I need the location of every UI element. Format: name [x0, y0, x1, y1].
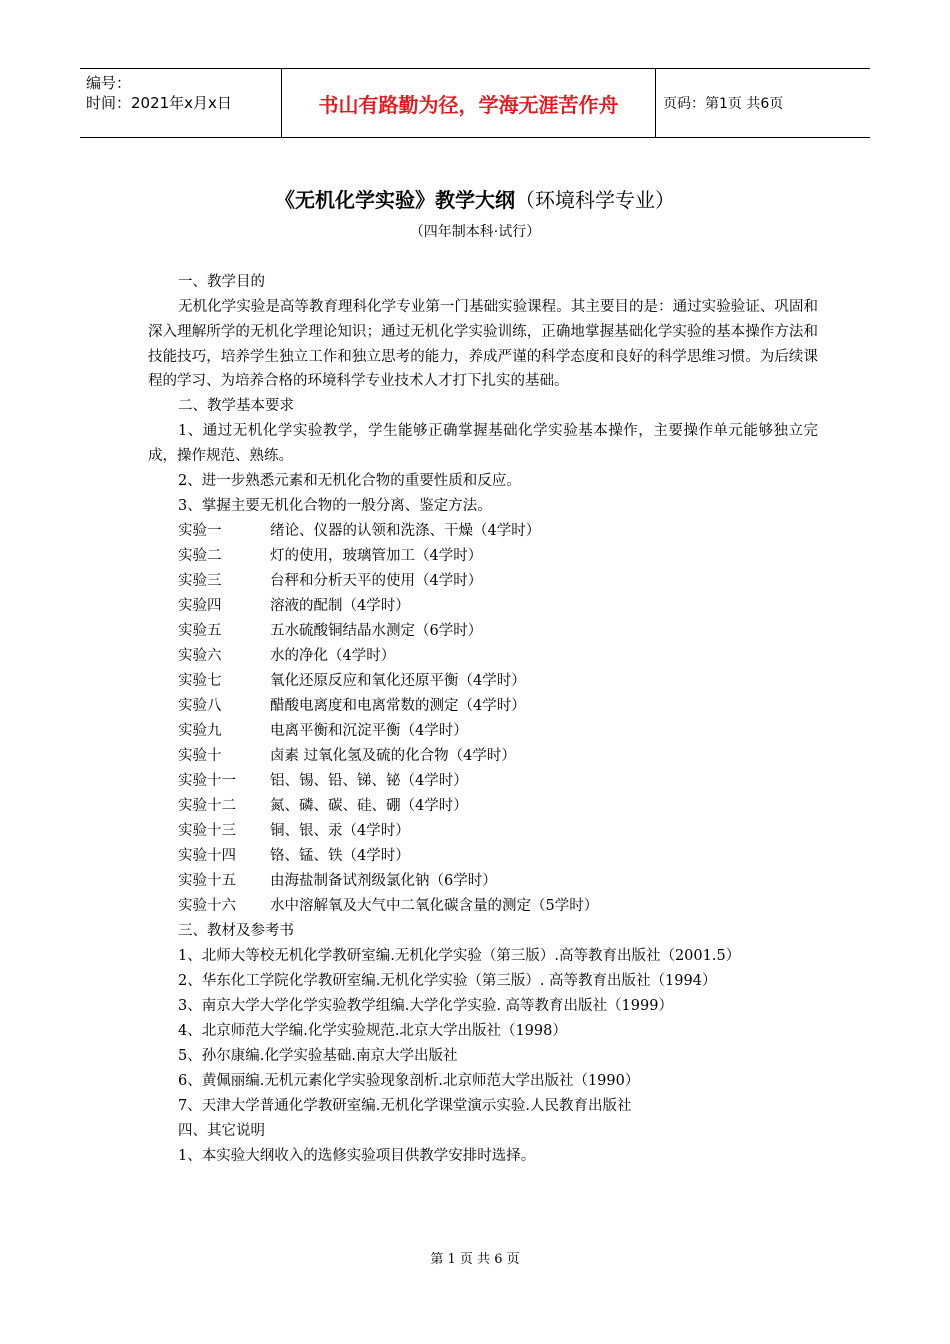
- header-table: [80, 68, 870, 138]
- section-heading: 一、教学目的: [178, 274, 265, 290]
- reference-item: 3、南京大学大学化学实验教学组编.大学化学实验. 高等教育出版社（1999）: [178, 997, 673, 1014]
- page-footer: 第 1 页 共 6 页: [430, 1252, 520, 1267]
- reference-item: 6、黄佩丽编.无机元素化学实验现象剖析.北京师范大学出版社（1990）: [178, 1072, 640, 1089]
- paragraph-text: 验验证、巩固和深入理解所学的无机化学理论知识；通过无机化学实验训练，正确地掌握基础化学实验的基本操作方法和技能技巧，培养学生独立工作和独立思考的能力，养成严谨的科学态度和良好的科学思维习惯。为后续课程的学习、为培养合格的环境科学专业技术人才打下扎实的基础。: [148, 299, 819, 390]
- experiment-number: 实验八: [178, 697, 222, 714]
- experiment-row: [148, 669, 818, 694]
- experiment-row: [148, 744, 818, 769]
- document-body: [148, 270, 818, 1169]
- experiment-desc: 水的净化（4学时）: [270, 647, 396, 664]
- document-title: [0, 184, 950, 213]
- experiment-row: [148, 819, 818, 844]
- experiment-number: 实验三: [178, 572, 222, 589]
- experiment-number: 实验五: [178, 622, 222, 639]
- header-meta-cell: [80, 69, 282, 137]
- experiment-row: [148, 619, 818, 644]
- experiment-row: [148, 694, 818, 719]
- reference-text: （2001.5）: [660, 947, 741, 964]
- experiment-desc: 由海盐制备试剂级氯化钠（6学时）: [270, 872, 497, 889]
- document-date-label: 时间：2021年x月x日: [86, 94, 232, 112]
- experiment-desc: 绪论、仪器的认领和洗涤、干燥（4学时）: [270, 522, 541, 539]
- experiment-number: 实验二: [178, 547, 222, 564]
- experiment-row: [148, 569, 818, 594]
- experiment-number: 实验十: [178, 747, 222, 764]
- experiment-desc: 卤素 过氧化氢及硫的化合物（4学时）: [270, 747, 516, 764]
- header-motto: 书山有路勤为径，学海无涯苦作舟: [282, 69, 656, 137]
- experiment-number: 实验六: [178, 647, 222, 664]
- section-heading: 二、教学基本要求: [178, 398, 294, 415]
- paragraph-text: 能够独立完成，操作规范、熟练。: [148, 423, 818, 464]
- header-page-info: 页码：第1页 共6页: [663, 96, 784, 112]
- experiment-desc: 铬、锰、铁（4学时）: [270, 847, 410, 864]
- experiment-desc: 氧化还原反应和氧化还原平衡（4学时）: [270, 672, 526, 689]
- paragraph-text: 1、通过无机化学实验教学，学生能够正确掌握基础化学实验基本操作，主要操作单元: [178, 423, 744, 440]
- paragraph-text: 无机化学实验是高等教育理科化学专业第一门基础实验课程。其主要目的是：通过实: [178, 299, 717, 315]
- note-item: 1、本实验大纲收入的选修实验项目供教学安排时选择。: [178, 1147, 536, 1164]
- experiment-row: [148, 794, 818, 819]
- experiment-row: [148, 719, 818, 744]
- paragraph: [148, 419, 818, 469]
- reference-item: 5、孙尔康编.化学实验基础.南京大学出版社: [178, 1047, 458, 1064]
- document-number-label: 编号：: [86, 74, 132, 92]
- experiment-number: 实验十二: [178, 797, 236, 814]
- experiment-row: [148, 544, 818, 569]
- experiment-desc: 铜、银、汞（4学时）: [270, 822, 410, 839]
- reference-text: 1、北师大等校无机化学教研室编.无机化学实验（第三版）.高等教育出版社: [178, 947, 661, 964]
- reference-item: [148, 944, 818, 969]
- experiment-desc: 铝、锡、铅、锑、铋（4学时）: [270, 772, 468, 789]
- experiment-row: [148, 894, 818, 919]
- experiment-number: 实验十四: [178, 847, 236, 864]
- experiment-desc: 台秤和分析天平的使用（4学时）: [270, 572, 483, 589]
- title-suffix: （环境科学专业）: [515, 188, 675, 212]
- paragraph: [148, 295, 818, 394]
- experiment-desc: 水中溶解氧及大气中二氧化碳含量的测定（5学时）: [270, 897, 599, 914]
- experiment-row: [148, 519, 818, 544]
- requirement-item: 2、进一步熟悉元素和无机化合物的重要性质和反应。: [178, 472, 521, 489]
- experiment-row: [148, 644, 818, 669]
- experiment-row: [148, 594, 818, 619]
- experiment-number: 实验十五: [178, 872, 236, 889]
- requirement-item: 3、掌握主要无机化合物的一般分离、鉴定方法。: [178, 497, 492, 514]
- experiment-desc: 氮、磷、碳、硅、硼（4学时）: [270, 797, 468, 814]
- section-heading: 四、其它说明: [178, 1122, 265, 1139]
- title-main: 《无机化学实验》教学大纲: [275, 188, 515, 212]
- experiment-number: 实验四: [178, 597, 222, 614]
- experiment-desc: 溶液的配制（4学时）: [270, 597, 410, 614]
- experiment-number: 实验七: [178, 672, 222, 689]
- section-heading: 三、教材及参考书: [178, 922, 294, 939]
- experiment-row: [148, 869, 818, 894]
- experiment-number: 实验九: [178, 722, 222, 739]
- experiment-number: 实验十六: [178, 897, 236, 914]
- experiment-number: 实验一: [178, 522, 222, 539]
- experiment-number: 实验十三: [178, 822, 236, 839]
- experiment-row: [148, 769, 818, 794]
- experiment-number: 实验十一: [178, 772, 236, 789]
- experiment-desc: 灯的使用，玻璃管加工（4学时）: [270, 547, 483, 564]
- experiment-row: [148, 844, 818, 869]
- reference-item: 7、天津大学普通化学教研室编.无机化学课堂演示实验.人民教育出版社: [178, 1097, 632, 1114]
- reference-item: 4、北京师范大学编.化学实验规范.北京大学出版社（1998）: [178, 1022, 567, 1039]
- experiment-desc: 电离平衡和沉淀平衡（4学时）: [270, 722, 468, 739]
- experiment-desc: 醋酸电离度和电离常数的测定（4学时）: [270, 697, 526, 714]
- reference-item: 2、华东化工学院化学教研室编.无机化学实验（第三版）. 高等教育出版社（1994）: [178, 972, 717, 989]
- document-subtitle: （四年制本科·试行）: [409, 224, 541, 240]
- experiment-desc: 五水硫酸铜结晶水测定（6学时）: [270, 622, 483, 639]
